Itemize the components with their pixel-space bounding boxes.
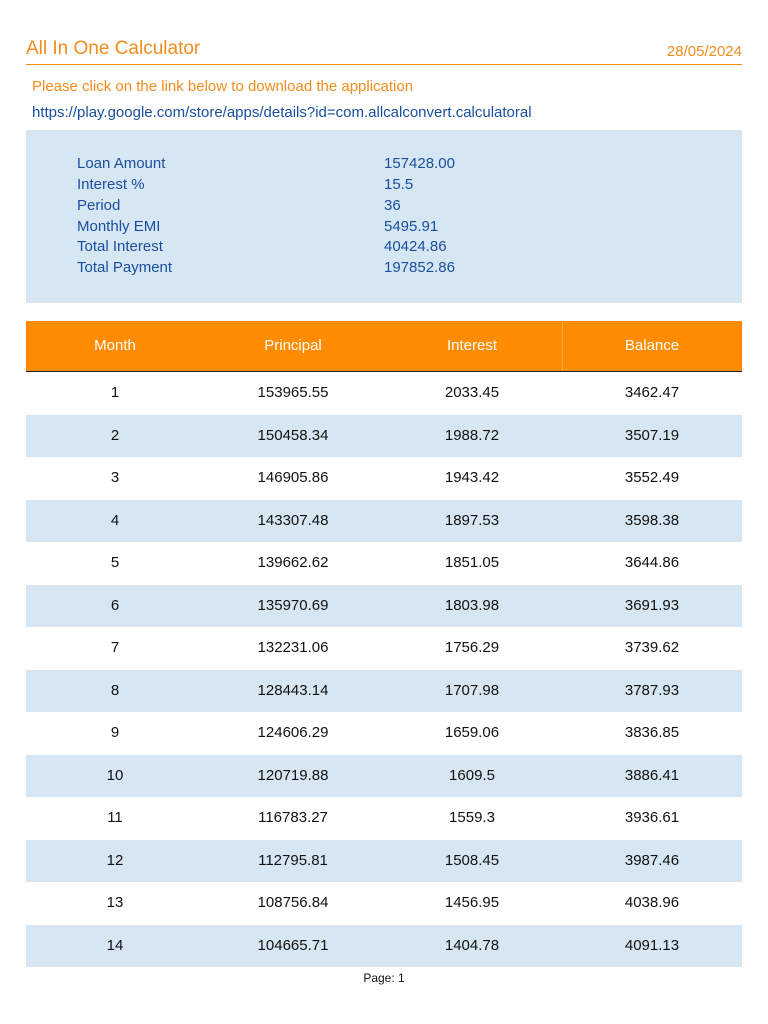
table-row	[26, 542, 742, 585]
cell-principal: 104665.71	[257, 936, 329, 954]
summary-value: 157428.00	[384, 155, 455, 172]
cell-principal: 120719.88	[257, 766, 329, 784]
cell-interest: 1851.05	[444, 554, 500, 571]
cell-month: 10	[106, 766, 124, 784]
cell-month: 8	[110, 681, 120, 699]
cell-month: 1	[110, 384, 120, 401]
cell-month: 14	[106, 936, 124, 954]
cell-interest: 1659.06	[444, 724, 500, 741]
cell-interest: 1508.45	[444, 851, 500, 869]
summary-label: Period	[77, 197, 121, 214]
cell-principal: 143307.48	[257, 511, 329, 529]
cell-month: 11	[107, 809, 123, 826]
cell-principal: 128443.14	[257, 681, 329, 699]
summary-row-monthly-emi	[26, 218, 742, 239]
summary-label: Monthly EMI	[77, 218, 161, 235]
column-header-balance: Balance	[624, 337, 680, 354]
cell-balance: 3462.47	[624, 384, 680, 401]
cell-interest: 1756.29	[444, 639, 500, 656]
cell-principal: 132231.06	[257, 639, 329, 656]
cell-principal: 153965.55	[257, 384, 329, 401]
cell-month: 7	[110, 639, 120, 656]
page-number: Page: 1	[363, 971, 405, 985]
loan-summary	[26, 130, 742, 303]
cell-balance: 4091.13	[624, 936, 680, 954]
cell-principal: 146905.86	[257, 469, 329, 486]
table-row	[26, 925, 742, 968]
cell-interest: 1559.3	[449, 809, 495, 826]
cell-interest: 1707.98	[444, 681, 500, 699]
cell-balance: 3507.19	[624, 426, 680, 444]
summary-row-total-interest	[26, 238, 742, 259]
summary-row-interest	[26, 176, 742, 197]
table-row	[26, 797, 742, 840]
cell-interest: 1404.78	[444, 936, 500, 954]
cell-principal: 124606.29	[257, 724, 329, 741]
cell-balance: 3836.85	[624, 724, 680, 741]
summary-row-loan-amount	[26, 155, 742, 176]
table-row	[26, 415, 742, 458]
column-header-principal: Principal	[264, 337, 322, 354]
amortization-table	[26, 372, 742, 967]
cell-balance: 3691.93	[624, 596, 680, 614]
download-link[interactable]: https://play.google.com/store/apps/details?id=com.allcalconvert.calculatoral	[32, 104, 532, 121]
app-title: All In One Calculator	[26, 38, 201, 59]
summary-label: Interest %	[77, 176, 145, 193]
cell-balance: 3552.49	[624, 469, 680, 486]
table-row	[26, 585, 742, 628]
summary-value: 40424.86	[384, 238, 447, 255]
table-row	[26, 372, 742, 415]
cell-interest: 1803.98	[444, 596, 500, 614]
cell-balance: 3644.86	[624, 554, 680, 571]
cell-principal: 112795.81	[258, 851, 328, 869]
table-row	[26, 457, 742, 500]
cell-balance: 3787.93	[624, 681, 680, 699]
cell-month: 5	[110, 554, 120, 571]
cell-interest: 2033.45	[444, 384, 500, 401]
summary-label: Total Payment	[77, 259, 173, 276]
cell-month: 13	[106, 894, 124, 911]
cell-balance: 3739.62	[624, 639, 680, 656]
cell-principal: 150458.34	[257, 426, 329, 444]
column-header-month: Month	[94, 337, 136, 354]
header-date: 28/05/2024	[666, 43, 742, 60]
table-header	[26, 321, 742, 372]
cell-principal: 108756.84	[257, 894, 329, 911]
download-notice: Please click on the link below to download the application	[32, 78, 414, 95]
cell-interest: 1988.72	[444, 426, 500, 444]
cell-month: 2	[110, 426, 120, 444]
table-row	[26, 670, 742, 713]
column-header-interest: Interest	[446, 337, 498, 354]
summary-row-total-payment	[26, 259, 742, 280]
cell-balance: 3936.61	[624, 809, 680, 826]
summary-value: 36	[384, 197, 401, 214]
cell-interest: 1609.5	[449, 766, 495, 784]
cell-month: 3	[110, 469, 120, 486]
cell-principal: 135970.69	[257, 596, 329, 614]
cell-month: 12	[106, 851, 124, 869]
table-row	[26, 500, 742, 543]
summary-row-period	[26, 197, 742, 218]
table-row	[26, 882, 742, 925]
summary-label: Total Interest	[77, 238, 163, 255]
cell-month: 9	[110, 724, 120, 741]
cell-balance: 3987.46	[624, 851, 680, 869]
table-row	[26, 840, 742, 883]
cell-principal: 139662.62	[257, 554, 329, 571]
cell-principal: 116783.27	[258, 809, 328, 826]
table-row	[26, 627, 742, 670]
table-row	[26, 712, 742, 755]
cell-balance: 4038.96	[624, 894, 680, 911]
summary-label: Loan Amount	[77, 155, 166, 172]
cell-interest: 1943.42	[444, 469, 500, 486]
summary-value: 197852.86	[384, 259, 455, 276]
cell-month: 6	[110, 596, 120, 614]
cell-balance: 3598.38	[624, 511, 680, 529]
summary-value: 15.5	[384, 176, 414, 193]
page-header	[26, 38, 742, 65]
cell-interest: 1456.95	[444, 894, 500, 911]
cell-month: 4	[110, 511, 120, 529]
summary-value: 5495.91	[384, 218, 439, 235]
cell-interest: 1897.53	[444, 511, 500, 529]
table-row	[26, 755, 742, 798]
cell-balance: 3886.41	[624, 766, 680, 784]
